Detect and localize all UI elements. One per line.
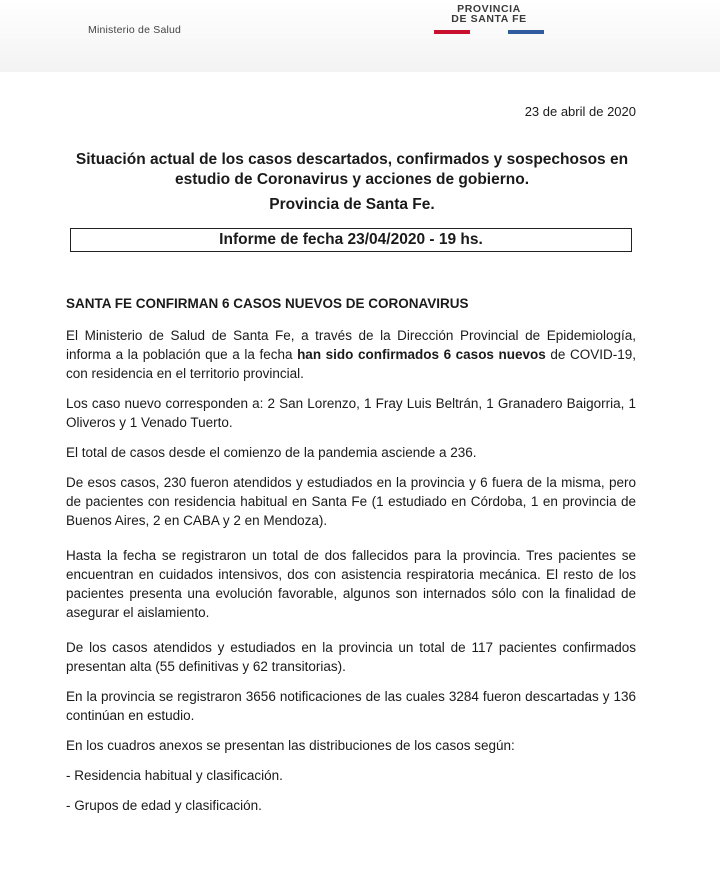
ministry-name: Ministerio de Salud <box>88 24 182 36</box>
document-date: 23 de abril de 2020 <box>524 104 636 119</box>
province-logo <box>434 4 544 34</box>
list-item: - Grupos de edad y clasificación. <box>66 798 262 813</box>
paragraph-1-text-b: de COVID-19, con residencia en el territorio provincial. <box>66 347 636 381</box>
logo-line-1: PROVINCIA <box>457 3 521 15</box>
paragraph-3: El total de casos desde el comienzo de la pandemia asciende a 236. <box>66 445 477 460</box>
logo-red-bar <box>434 30 470 34</box>
paragraph-1 <box>66 326 636 383</box>
paragraph-1-text-a: El Ministerio de Salud de Santa Fe, a través de la Dirección Provincial de Epidemiología, informa a la población que a la fecha <box>66 328 636 362</box>
page-header <box>0 0 720 72</box>
document-subtitle: Provincia de Santa Fe. <box>269 196 435 213</box>
paragraph-2: Los caso nuevo corresponden a: 2 San Lorenzo, 1 Fray Luis Beltrán, 1 Granadero Baigorria, 1 Oliveros y 1 Venado Tuerto. <box>66 396 636 430</box>
document-title: Situación actual de los casos descartados, confirmados y sospechosos en estudio de Coronavirus y acciones de gobierno. <box>75 151 629 188</box>
logo-blue-bar <box>508 30 544 34</box>
report-date-box: Informe de fecha 23/04/2020 - 19 hs. <box>70 228 632 252</box>
logo-line-2: DE SANTA FE <box>451 13 527 25</box>
document-body <box>66 294 636 815</box>
paragraph-4: De esos casos, 230 fueron atendidos y estudiados en la provincia y 6 fuera de la misma, pero de pacientes con residencia habitual en Santa Fe (1 estudiado en Córdoba, 1 en provincia de Buenos Aires, 2 en CABA y 2 en Mendoza). <box>66 475 636 528</box>
logo-color-bars <box>434 30 544 34</box>
paragraph-8: En los cuadros anexos se presentan las distribuciones de los casos según: <box>66 738 515 753</box>
headline: SANTA FE CONFIRMAN 6 CASOS NUEVOS DE CORONAVIRUS <box>66 296 469 311</box>
paragraph-1-bold: han sido confirmados 6 casos nuevos <box>297 347 546 362</box>
paragraph-7: En la provincia se registraron 3656 notificaciones de las cuales 3284 fueron descartadas y 136 continúan en estudio. <box>66 689 636 723</box>
paragraph-6: De los casos atendidos y estudiados en la provincia un total de 117 pacientes confirmados presentan alta (55 definitivas y 62 transitorias). <box>66 640 636 674</box>
list-item: - Residencia habitual y clasificación. <box>66 768 283 783</box>
paragraph-5: Hasta la fecha se registraron un total de dos fallecidos para la provincia. Tres pacientes se encuentran en cuidados intensivos, dos con asistencia respiratoria mecánica. El resto de los pacientes presenta una evolución favorable, algunos son internados sólo con la finalidad de asegurar el aislamiento. <box>66 548 636 620</box>
